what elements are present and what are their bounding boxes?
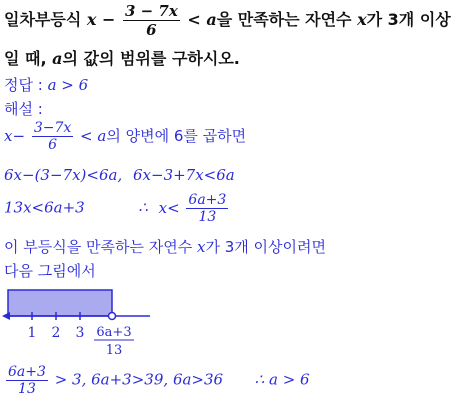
step3-fraction-numerator: 6a+3: [188, 192, 227, 208]
step2-a: 6x−(3−7x)<6a,: [4, 166, 123, 184]
solution-range-shade: [8, 290, 112, 316]
answer-line: [4, 74, 88, 95]
solution-label: 해설 :: [4, 100, 43, 118]
step1-lhs: x−: [4, 127, 26, 145]
problem-line-1: [4, 2, 451, 39]
problem-fraction-numerator: 3 − 7x: [124, 2, 178, 20]
problem-var-x: x: [357, 10, 367, 29]
step4-var: x: [196, 238, 206, 256]
step3-a: 13x<6a+3: [4, 198, 85, 217]
step6-a: > 3,: [54, 370, 87, 389]
step3-fraction-denominator: 13: [186, 208, 228, 225]
solution-step-6: [4, 364, 310, 397]
problem-fraction: [123, 2, 180, 39]
therefore-symbol: ∴: [138, 198, 148, 217]
open-endpoint-icon: [109, 313, 116, 320]
solution-step-4: [4, 236, 326, 257]
step3-fraction: [186, 192, 228, 225]
step6-therefore-symbol: ∴: [254, 370, 265, 389]
tick-label-2: 2: [51, 325, 61, 341]
step4-text1: 이 부등식을 만족하는 자연수: [4, 238, 193, 256]
left-arrow-icon: [2, 312, 10, 320]
endpoint-label-denominator: 13: [105, 343, 123, 358]
answer-value: a > 6: [47, 76, 89, 94]
problem-fraction-denominator: 6: [123, 20, 180, 39]
answer-label: 정답 :: [4, 76, 43, 94]
endpoint-label-numerator: 6a+3: [96, 325, 132, 340]
solution-step-3: [4, 192, 230, 225]
problem-line-2: [4, 46, 240, 69]
step1-fraction-numerator: 3−7x: [33, 120, 72, 136]
step6-b: 6a+3>39,: [91, 370, 169, 389]
step3-b: x<: [158, 198, 180, 217]
step1-fraction-denominator: 6: [32, 136, 73, 153]
solution-step-5: 다음 그림에서: [4, 262, 96, 280]
solution-step-2: [4, 166, 235, 184]
problem-lhs: x −: [86, 10, 116, 29]
number-line-diagram: [0, 284, 180, 358]
problem-text-end: 가 3개 이상: [366, 10, 451, 29]
problem-prefix: 일차부등식: [4, 10, 82, 29]
step6-fraction-denominator: 13: [6, 380, 48, 397]
solution-step-1: [4, 120, 246, 153]
step1-fraction: [32, 120, 73, 153]
problem-text: 을 만족하는 자연수: [216, 10, 352, 29]
problem-relation: < a: [187, 10, 217, 29]
step2-b: 6x−3+7x<6a: [133, 166, 235, 184]
step1-relation: < a: [80, 127, 107, 145]
step1-text: 의 양변에 6를 곱하면: [106, 127, 247, 145]
problem-line2-end: 의 값의 범위를 구하시오.: [62, 49, 240, 68]
problem-var-a: a: [52, 49, 63, 68]
tick-label-3: 3: [75, 325, 85, 341]
problem-line2-text: 일 때,: [4, 49, 47, 68]
step6-d: a > 6: [268, 370, 310, 389]
tick-label-1: 1: [27, 325, 37, 341]
step6-fraction: [6, 364, 48, 397]
step6-c: 6a>36: [172, 370, 224, 389]
step6-fraction-numerator: 6a+3: [8, 364, 46, 380]
step4-text2: 가 3개 이상이려면: [205, 238, 326, 256]
